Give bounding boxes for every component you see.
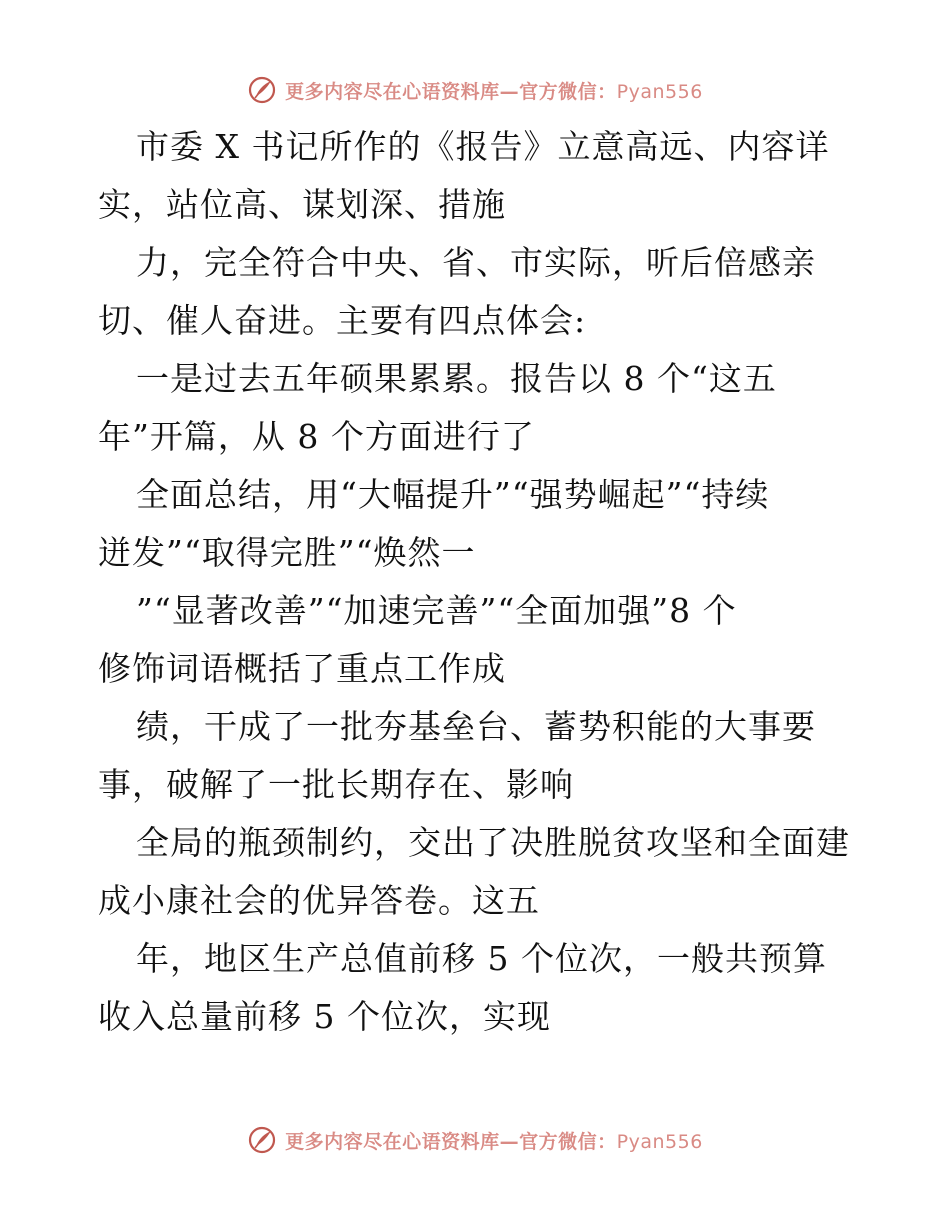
body-line-12: 事，破解了一批长期存在、影响 bbox=[98, 765, 574, 804]
body-line-1: 市委 X 书记所作的《报告》立意高远、内容详 bbox=[136, 127, 830, 166]
body-line-7: 全面总结，用“大幅提升”“强势崛起”“持续 bbox=[136, 475, 770, 514]
quill-logo-icon bbox=[247, 75, 277, 105]
body-line-3: 力，完全符合中央、省、市实际，听后倍感亲 bbox=[136, 243, 816, 282]
body-line-11: 绩，干成了一批夯基垒台、蓄势积能的大事要 bbox=[136, 707, 816, 746]
body-line-15: 年，地区生产总值前移 5 个位次，一般共预算 bbox=[136, 939, 827, 978]
quill-logo-icon bbox=[247, 1125, 277, 1155]
body-line-6: 年”开篇，从 8 个方面进行了 bbox=[98, 417, 535, 456]
body-line-9: ”“显著改善”“加速完善”“全面加强”8 个 bbox=[136, 591, 737, 630]
body-line-14: 成小康社会的优异答卷。这五 bbox=[98, 881, 540, 920]
footer-banner bbox=[0, 1120, 950, 1160]
document-body bbox=[98, 118, 858, 1046]
body-line-5: 一是过去五年硕果累累。报告以 8 个“这五 bbox=[136, 359, 777, 398]
body-line-4: 切、催人奋进。主要有四点体会: bbox=[98, 301, 587, 340]
header-banner-text: 更多内容尽在心语资料库—官方微信：Pyan556 bbox=[285, 80, 703, 103]
body-line-8: 迸发”“取得完胜”“焕然一 bbox=[98, 533, 476, 572]
body-line-2: 实，站位高、谋划深、措施 bbox=[98, 185, 506, 224]
body-line-16: 收入总量前移 5 个位次，实现 bbox=[98, 997, 551, 1036]
body-line-13: 全局的瓶颈制约，交出了决胜脱贫攻坚和全面建 bbox=[136, 823, 850, 862]
header-banner bbox=[0, 70, 950, 110]
body-line-10: 修饰词语概括了重点工作成 bbox=[98, 649, 506, 688]
footer-banner-text: 更多内容尽在心语资料库—官方微信：Pyan556 bbox=[285, 1130, 703, 1153]
